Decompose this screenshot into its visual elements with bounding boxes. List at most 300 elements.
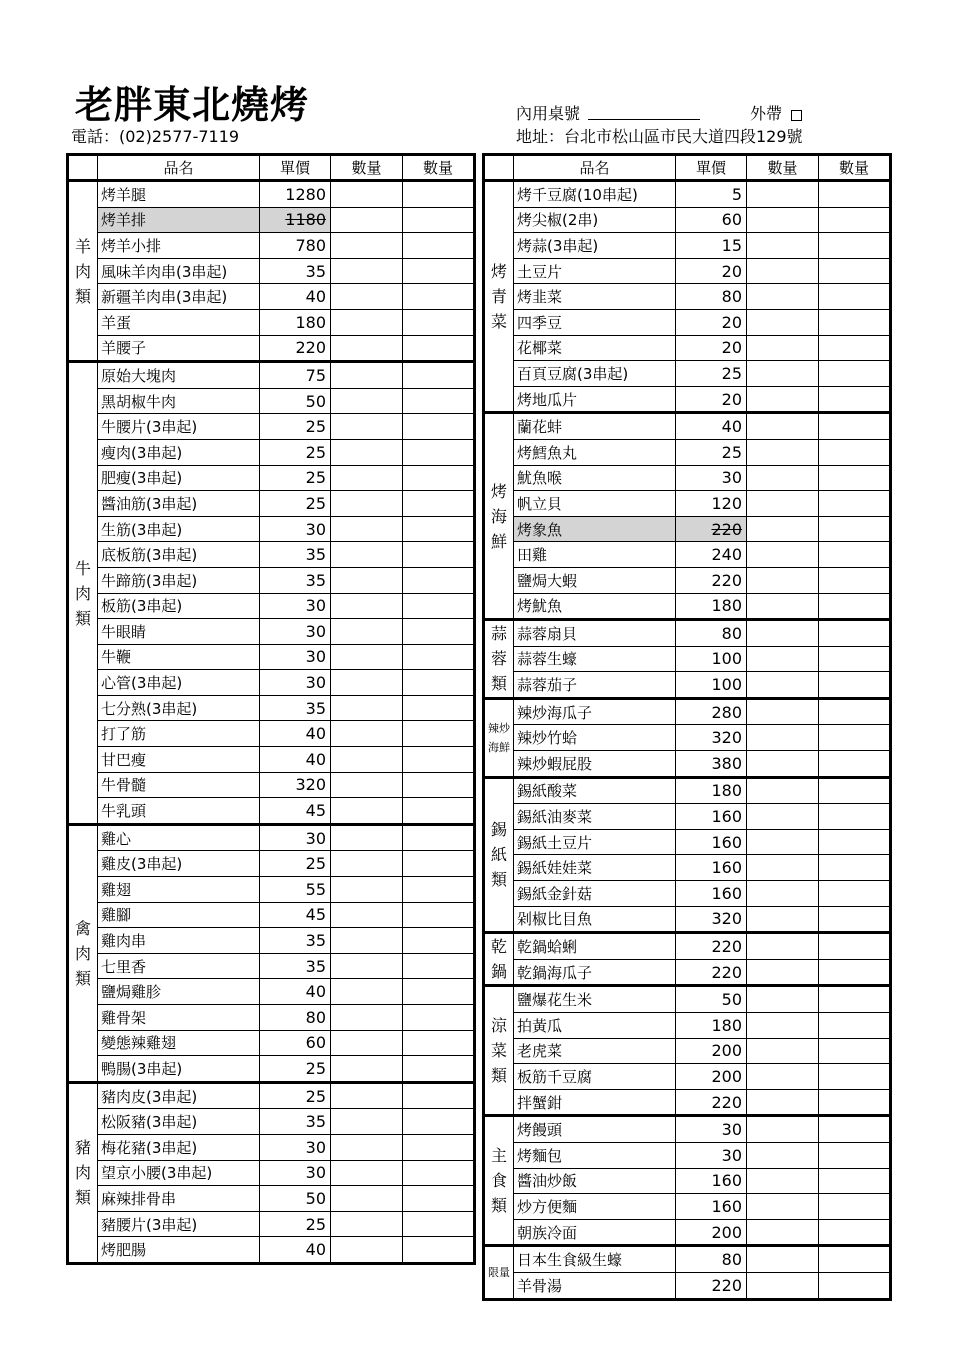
item-name: 梅花豬(3串起) — [98, 1134, 260, 1160]
item-price — [260, 309, 331, 335]
quantity-cell[interactable] — [403, 979, 475, 1005]
item-price — [676, 698, 747, 725]
item-price-value: 35 — [305, 698, 326, 718]
category-label — [484, 1246, 514, 1299]
quantity-cell[interactable] — [331, 181, 403, 208]
quantity-cell[interactable] — [747, 335, 819, 361]
item-price-value: 25 — [305, 1214, 326, 1234]
item-price-value: 40 — [305, 749, 326, 769]
quantity-cell[interactable] — [819, 233, 891, 259]
quantity-cell[interactable] — [331, 772, 403, 798]
menu-row — [484, 906, 891, 933]
menu-row — [68, 747, 475, 773]
quantity-cell[interactable] — [819, 309, 891, 335]
category-label — [484, 777, 514, 933]
menu-row — [484, 725, 891, 751]
item-price — [260, 644, 331, 670]
quantity-cell[interactable] — [819, 386, 891, 413]
quantity-cell[interactable] — [819, 804, 891, 830]
quantity-cell[interactable] — [331, 1005, 403, 1031]
item-price — [676, 620, 747, 647]
quantity-cell[interactable] — [819, 491, 891, 517]
quantity-cell[interactable] — [331, 721, 403, 747]
quantity-cell[interactable] — [403, 258, 475, 284]
item-price — [260, 619, 331, 645]
menu-row — [484, 542, 891, 568]
quantity-cell[interactable] — [403, 1211, 475, 1237]
quantity-cell[interactable] — [403, 388, 475, 414]
menu-row — [484, 284, 891, 310]
quantity-cell[interactable] — [819, 1168, 891, 1194]
menu-row — [68, 1186, 475, 1212]
quantity-cell[interactable] — [747, 672, 819, 699]
item-price — [260, 388, 331, 414]
quantity-cell[interactable] — [331, 1211, 403, 1237]
quantity-cell[interactable] — [819, 1142, 891, 1168]
item-name: 雞皮(3串起) — [98, 851, 260, 877]
quantity-cell[interactable] — [819, 439, 891, 465]
item-price-value: 25 — [721, 442, 742, 462]
item-price-value: 35 — [305, 931, 326, 951]
quantity-cell[interactable] — [819, 516, 891, 542]
item-price-value: 20 — [721, 312, 742, 332]
quantity-cell[interactable] — [403, 1160, 475, 1186]
quantity-cell[interactable] — [747, 986, 819, 1013]
quantity-cell[interactable] — [819, 986, 891, 1013]
quantity-cell[interactable] — [331, 979, 403, 1005]
menu-row — [68, 388, 475, 414]
menu-row — [484, 1013, 891, 1039]
quantity-cell[interactable] — [819, 593, 891, 620]
quantity-cell[interactable] — [331, 465, 403, 491]
item-price-value: 180 — [711, 781, 742, 801]
item-price-value: 25 — [305, 1086, 326, 1106]
quantity-cell[interactable] — [819, 646, 891, 672]
menu-row — [484, 1246, 891, 1273]
quantity-cell[interactable] — [819, 933, 891, 960]
quantity-cell[interactable] — [747, 1246, 819, 1273]
item-name: 烤韭菜 — [514, 284, 676, 310]
quantity-cell[interactable] — [819, 465, 891, 491]
menu-row — [484, 986, 891, 1013]
quantity-cell[interactable] — [747, 646, 819, 672]
quantity-cell[interactable] — [403, 439, 475, 465]
quantity-cell[interactable] — [403, 851, 475, 877]
item-name: 日本生食級生蠔 — [514, 1246, 676, 1273]
item-price-value: 220 — [711, 937, 742, 957]
item-price — [260, 258, 331, 284]
item-name: 七里香 — [98, 953, 260, 979]
quantity-cell[interactable] — [403, 644, 475, 670]
quantity-cell[interactable] — [331, 491, 403, 517]
item-name: 鹽焗雞胗 — [98, 979, 260, 1005]
menu-row — [484, 1038, 891, 1064]
quantity-cell[interactable] — [331, 516, 403, 542]
quantity-cell[interactable] — [403, 567, 475, 593]
item-price — [676, 1194, 747, 1220]
item-name: 風味羊肉串(3串起) — [98, 258, 260, 284]
item-name: 百頁豆腐(3串起) — [514, 361, 676, 387]
quantity-cell[interactable] — [747, 593, 819, 620]
quantity-cell[interactable] — [403, 953, 475, 979]
quantity-cell[interactable] — [403, 284, 475, 310]
quantity-cell[interactable] — [331, 644, 403, 670]
quantity-cell[interactable] — [747, 181, 819, 208]
item-price-value: 220 — [295, 338, 326, 358]
quantity-cell[interactable] — [331, 1109, 403, 1135]
quantity-cell[interactable] — [747, 804, 819, 830]
quantity-cell[interactable] — [819, 1272, 891, 1299]
quantity-cell[interactable] — [819, 777, 891, 804]
menu-row — [68, 207, 475, 233]
quantity-cell[interactable] — [819, 181, 891, 208]
quantity-cell[interactable] — [331, 439, 403, 465]
item-price — [676, 593, 747, 620]
quantity-cell[interactable] — [331, 877, 403, 903]
quantity-cell[interactable] — [747, 567, 819, 593]
item-name: 田雞 — [514, 542, 676, 568]
item-name: 黑胡椒牛肉 — [98, 388, 260, 414]
quantity-cell[interactable] — [403, 1005, 475, 1031]
item-name: 生筋(3串起) — [98, 516, 260, 542]
quantity-cell[interactable] — [403, 1134, 475, 1160]
item-name: 蘭花蚌 — [514, 413, 676, 440]
quantity-cell[interactable] — [747, 309, 819, 335]
quantity-cell[interactable] — [747, 516, 819, 542]
item-price-value: 50 — [305, 391, 326, 411]
menu-row — [484, 620, 891, 647]
menu-row — [68, 567, 475, 593]
item-name: 烤千豆腐(10串起) — [514, 181, 676, 208]
item-name: 烤尖椒(2串) — [514, 207, 676, 233]
item-price-value: 280 — [711, 702, 742, 722]
quantity-cell[interactable] — [331, 670, 403, 696]
item-price — [676, 1168, 747, 1194]
quantity-cell[interactable] — [819, 207, 891, 233]
item-name: 烤麵包 — [514, 1142, 676, 1168]
quantity-cell[interactable] — [819, 959, 891, 986]
item-price — [260, 798, 331, 825]
category-label — [484, 698, 514, 777]
quantity-cell[interactable] — [747, 1219, 819, 1246]
item-price-value: 35 — [305, 956, 326, 976]
category-text: 辣炒海鮮 — [488, 721, 510, 754]
quantity-cell[interactable] — [331, 851, 403, 877]
quantity-cell[interactable] — [819, 258, 891, 284]
quantity-cell[interactable] — [747, 933, 819, 960]
category-text: 牛肉類 — [74, 558, 91, 628]
quantity-cell[interactable] — [403, 309, 475, 335]
quantity-cell[interactable] — [819, 906, 891, 933]
quantity-cell[interactable] — [819, 855, 891, 881]
header-quantity: 數量 — [403, 155, 475, 181]
quantity-cell[interactable] — [331, 902, 403, 928]
quantity-cell[interactable] — [331, 414, 403, 440]
quantity-cell[interactable] — [331, 1082, 403, 1109]
item-price — [260, 542, 331, 568]
quantity-cell[interactable] — [819, 881, 891, 907]
item-price — [676, 777, 747, 804]
quantity-cell[interactable] — [403, 798, 475, 825]
quantity-cell[interactable] — [747, 207, 819, 233]
quantity-cell[interactable] — [403, 1082, 475, 1109]
category-text: 主食類 — [490, 1146, 507, 1216]
quantity-cell[interactable] — [403, 1109, 475, 1135]
menu-table-left — [66, 153, 476, 1265]
category-label — [68, 824, 98, 1082]
quantity-cell[interactable] — [331, 388, 403, 414]
item-name: 牛乳頭 — [98, 798, 260, 825]
item-price — [676, 284, 747, 310]
quantity-cell[interactable] — [747, 1089, 819, 1116]
table-number-field[interactable] — [588, 119, 700, 120]
item-price-value: 180 — [711, 1015, 742, 1035]
quantity-cell[interactable] — [331, 747, 403, 773]
quantity-cell[interactable] — [403, 414, 475, 440]
menu-row — [484, 335, 891, 361]
quantity-cell[interactable] — [331, 928, 403, 954]
quantity-cell[interactable] — [331, 953, 403, 979]
quantity-cell[interactable] — [331, 593, 403, 619]
quantity-cell[interactable] — [747, 284, 819, 310]
quantity-cell[interactable] — [747, 439, 819, 465]
item-price — [260, 877, 331, 903]
quantity-cell[interactable] — [819, 1013, 891, 1039]
quantity-cell[interactable] — [331, 1056, 403, 1083]
item-price — [260, 465, 331, 491]
quantity-cell[interactable] — [819, 1089, 891, 1116]
quantity-cell[interactable] — [403, 362, 475, 389]
item-price-value: 200 — [711, 1066, 742, 1086]
item-price — [676, 309, 747, 335]
quantity-cell[interactable] — [331, 207, 403, 233]
quantity-cell[interactable] — [747, 1064, 819, 1090]
quantity-cell[interactable] — [331, 824, 403, 851]
item-price — [676, 1116, 747, 1143]
quantity-cell[interactable] — [403, 721, 475, 747]
menu-row — [484, 1168, 891, 1194]
quantity-cell[interactable] — [403, 1186, 475, 1212]
quantity-cell[interactable] — [747, 1038, 819, 1064]
quantity-cell[interactable] — [747, 1194, 819, 1220]
quantity-cell[interactable] — [819, 1064, 891, 1090]
quantity-cell[interactable] — [403, 335, 475, 362]
item-name: 甘巴瘦 — [98, 747, 260, 773]
quantity-cell[interactable] — [403, 593, 475, 619]
quantity-cell[interactable] — [331, 335, 403, 362]
item-name: 羊蛋 — [98, 309, 260, 335]
quantity-cell[interactable] — [819, 361, 891, 387]
quantity-cell[interactable] — [331, 1237, 403, 1264]
quantity-cell[interactable] — [331, 284, 403, 310]
item-price — [260, 1109, 331, 1135]
category-text: 錫紙類 — [490, 820, 507, 890]
item-price — [260, 1160, 331, 1186]
menu-row — [68, 953, 475, 979]
quantity-cell[interactable] — [747, 881, 819, 907]
menu-row — [68, 1005, 475, 1031]
quantity-cell[interactable] — [403, 233, 475, 259]
quantity-cell[interactable] — [331, 619, 403, 645]
phone-number: 電話：(02)2577-7119 — [71, 127, 240, 146]
quantity-cell[interactable] — [331, 567, 403, 593]
quantity-cell[interactable] — [819, 751, 891, 778]
quantity-cell[interactable] — [403, 902, 475, 928]
menu-row — [484, 777, 891, 804]
quantity-cell[interactable] — [747, 725, 819, 751]
quantity-cell[interactable] — [819, 413, 891, 440]
quantity-cell[interactable] — [403, 1056, 475, 1083]
category-label — [484, 933, 514, 986]
menu-row — [68, 491, 475, 517]
item-name: 鹽爆花生米 — [514, 986, 676, 1013]
quantity-cell[interactable] — [403, 516, 475, 542]
quantity-cell[interactable] — [747, 1116, 819, 1143]
quantity-cell[interactable] — [747, 465, 819, 491]
quantity-cell[interactable] — [819, 725, 891, 751]
item-price-value: 380 — [711, 753, 742, 773]
item-price-value: 45 — [305, 801, 326, 821]
item-name: 烤羊腿 — [98, 181, 260, 208]
quantity-cell[interactable] — [747, 959, 819, 986]
item-name: 雞翅 — [98, 877, 260, 903]
quantity-cell[interactable] — [403, 181, 475, 208]
item-name: 牛腰片(3串起) — [98, 414, 260, 440]
menu-row — [68, 439, 475, 465]
quantity-cell[interactable] — [331, 1030, 403, 1056]
quantity-cell[interactable] — [403, 542, 475, 568]
quantity-cell[interactable] — [331, 1134, 403, 1160]
quantity-cell[interactable] — [403, 928, 475, 954]
item-name: 拍黃瓜 — [514, 1013, 676, 1039]
menu-row — [484, 309, 891, 335]
quantity-cell[interactable] — [819, 672, 891, 699]
item-price — [676, 542, 747, 568]
menu-row — [484, 1116, 891, 1143]
quantity-cell[interactable] — [819, 1038, 891, 1064]
quantity-cell[interactable] — [403, 465, 475, 491]
quantity-cell[interactable] — [747, 361, 819, 387]
quantity-cell[interactable] — [747, 1272, 819, 1299]
quantity-cell[interactable] — [403, 824, 475, 851]
quantity-cell[interactable] — [747, 258, 819, 284]
item-name: 底板筋(3串起) — [98, 542, 260, 568]
quantity-cell[interactable] — [403, 747, 475, 773]
menu-row — [68, 233, 475, 259]
quantity-cell[interactable] — [403, 491, 475, 517]
quantity-cell[interactable] — [747, 1168, 819, 1194]
quantity-cell[interactable] — [403, 619, 475, 645]
quantity-cell[interactable] — [403, 877, 475, 903]
quantity-cell[interactable] — [819, 698, 891, 725]
quantity-cell[interactable] — [331, 695, 403, 721]
category-label — [68, 362, 98, 825]
header-quantity: 數量 — [819, 155, 891, 181]
item-price-value: 220 — [711, 962, 742, 982]
item-name: 辣炒海瓜子 — [514, 698, 676, 725]
item-name: 雞骨架 — [98, 1005, 260, 1031]
quantity-cell[interactable] — [747, 620, 819, 647]
quantity-cell[interactable] — [403, 1030, 475, 1056]
item-name: 雞心 — [98, 824, 260, 851]
quantity-cell[interactable] — [331, 258, 403, 284]
item-price — [676, 181, 747, 208]
item-name: 蒜蓉茄子 — [514, 672, 676, 699]
quantity-cell[interactable] — [403, 670, 475, 696]
quantity-cell[interactable] — [819, 284, 891, 310]
quantity-cell[interactable] — [747, 542, 819, 568]
quantity-cell[interactable] — [747, 698, 819, 725]
quantity-cell[interactable] — [747, 1142, 819, 1168]
category-text: 蒜蓉類 — [490, 624, 507, 694]
quantity-cell[interactable] — [747, 1013, 819, 1039]
item-name: 四季豆 — [514, 309, 676, 335]
menu-row — [68, 902, 475, 928]
category-text: 烤青菜 — [490, 262, 507, 332]
quantity-cell[interactable] — [331, 798, 403, 825]
item-name: 瘦肉(3串起) — [98, 439, 260, 465]
quantity-cell[interactable] — [819, 567, 891, 593]
quantity-cell[interactable] — [331, 309, 403, 335]
quantity-cell[interactable] — [747, 855, 819, 881]
quantity-cell[interactable] — [403, 695, 475, 721]
menu-row — [484, 439, 891, 465]
quantity-cell[interactable] — [747, 906, 819, 933]
quantity-cell[interactable] — [747, 233, 819, 259]
menu-row — [68, 1109, 475, 1135]
item-price-value: 15 — [721, 235, 742, 255]
quantity-cell[interactable] — [747, 386, 819, 413]
item-price-value: 20 — [721, 338, 742, 358]
item-name: 錫紙酸菜 — [514, 777, 676, 804]
takeout-checkbox[interactable] — [791, 110, 802, 121]
quantity-cell[interactable] — [747, 413, 819, 440]
item-name: 豬肉皮(3串起) — [98, 1082, 260, 1109]
restaurant-title: 老胖東北燒烤 — [75, 83, 310, 127]
quantity-cell[interactable] — [331, 542, 403, 568]
menu-row — [484, 855, 891, 881]
quantity-cell[interactable] — [403, 1237, 475, 1264]
quantity-cell[interactable] — [403, 772, 475, 798]
quantity-cell[interactable] — [819, 335, 891, 361]
quantity-cell[interactable] — [819, 1116, 891, 1143]
item-price — [260, 362, 331, 389]
quantity-cell[interactable] — [819, 1194, 891, 1220]
item-price — [676, 1219, 747, 1246]
quantity-cell[interactable] — [819, 1246, 891, 1273]
item-price-value: 60 — [305, 1033, 326, 1053]
quantity-cell[interactable] — [331, 362, 403, 389]
quantity-cell[interactable] — [819, 542, 891, 568]
quantity-cell[interactable] — [747, 751, 819, 778]
quantity-cell[interactable] — [819, 1219, 891, 1246]
quantity-cell[interactable] — [747, 777, 819, 804]
quantity-cell[interactable] — [331, 233, 403, 259]
quantity-cell[interactable] — [747, 829, 819, 855]
item-price-value: 200 — [711, 1041, 742, 1061]
item-price-value: 120 — [711, 493, 742, 513]
item-price-value: 40 — [305, 287, 326, 307]
item-name: 錫紙土豆片 — [514, 829, 676, 855]
item-price-value: 160 — [711, 807, 742, 827]
quantity-cell[interactable] — [331, 1160, 403, 1186]
quantity-cell[interactable] — [819, 829, 891, 855]
item-name: 蒜蓉生蠔 — [514, 646, 676, 672]
quantity-cell[interactable] — [747, 491, 819, 517]
quantity-cell[interactable] — [331, 1186, 403, 1212]
quantity-cell[interactable] — [819, 620, 891, 647]
quantity-cell[interactable] — [403, 207, 475, 233]
